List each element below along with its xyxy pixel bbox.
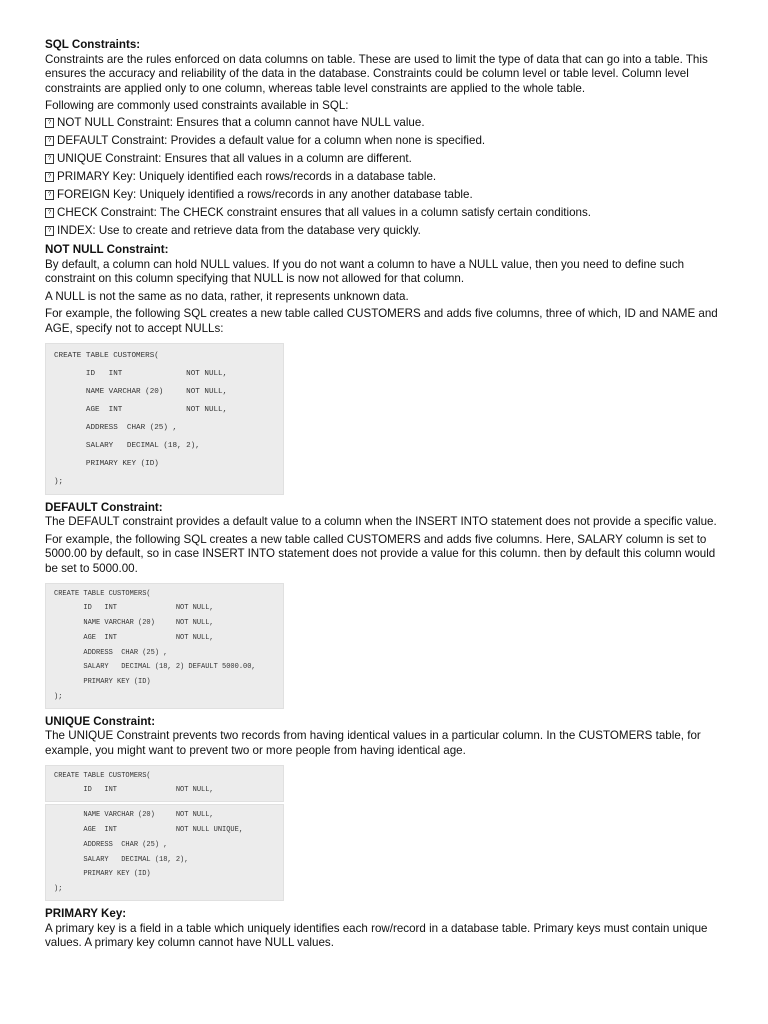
list-item <box>45 150 725 168</box>
code-line: ID INT NOT NULL, <box>54 604 214 613</box>
section-title-not-null: NOT NULL Constraint: <box>45 242 169 256</box>
list-item-text: FOREIGN Key: Uniquely identified a rows/records in any another database table. <box>57 187 473 201</box>
code-line: CREATE TABLE CUSTOMERS( <box>54 589 151 598</box>
list-item <box>45 114 725 132</box>
list-item <box>45 168 725 186</box>
code-line: AGE INT NOT NULL, <box>54 633 214 642</box>
list-item-text: INDEX: Use to create and retrieve data from the database very quickly. <box>57 223 421 237</box>
constraints-list <box>45 114 725 240</box>
section-title-default: DEFAULT Constraint: <box>45 500 163 514</box>
code-line: CREATE TABLE CUSTOMERS( <box>54 771 151 780</box>
code-block-unique-part-2 <box>45 804 284 901</box>
intro-paragraph: Constraints are the rules enforced on data columns on table. These are used to limit the type of data that can go into a table. This ensures the accuracy and reliability of the data in the database. Constraints could be column level or table level. Column level constraints are applied only to one column, whereas table level constraints are applied to the whole table. <box>45 52 708 95</box>
section-title-primary-key: PRIMARY Key: <box>45 907 127 921</box>
code-line: CREATE TABLE CUSTOMERS( <box>54 351 159 360</box>
section-title-sql-constraints: SQL Constraints: <box>45 38 141 51</box>
code-line: SALARY DECIMAL (18, 2), <box>54 855 189 864</box>
code-line: NAME VARCHAR (20) NOT NULL, <box>54 811 214 820</box>
bullet-box-icon: ? <box>45 154 54 164</box>
bullet-box-icon: ? <box>45 136 54 146</box>
bullet-box-icon: ? <box>45 190 54 200</box>
code-line: ADDRESS CHAR (25) , <box>54 648 168 657</box>
primary-key-paragraph-1: A primary key is a field in a table which uniquely identifies each row/record in a database table. Primary keys must contain unique values. A primary key column cannot have NULL values. <box>45 921 708 950</box>
code-line: SALARY DECIMAL (18, 2) DEFAULT 5000.00, <box>54 663 256 672</box>
list-item-text: DEFAULT Constraint: Provides a default value for a column when none is specified. <box>57 133 486 147</box>
list-item-text: UNIQUE Constraint: Ensures that all values in a column are different. <box>57 151 412 165</box>
list-item-text: PRIMARY Key: Uniquely identified each rows/records in a database table. <box>57 169 437 183</box>
list-item <box>45 204 725 222</box>
document-page <box>45 38 725 954</box>
code-line: AGE INT NOT NULL UNIQUE, <box>54 826 244 835</box>
code-line: PRIMARY KEY (ID) <box>54 678 151 687</box>
code-line: ID INT NOT NULL, <box>54 369 228 378</box>
code-line: PRIMARY KEY (ID) <box>54 459 159 468</box>
bullet-box-icon: ? <box>45 208 54 218</box>
list-item-text: NOT NULL Constraint: Ensures that a column cannot have NULL value. <box>57 115 425 129</box>
default-paragraph-1: The DEFAULT constraint provides a default value to a column when the INSERT INTO statement does not provide a specific value. <box>45 515 717 529</box>
bullet-box-icon: ? <box>45 172 54 182</box>
not-null-paragraph-2: A NULL is not the same as no data, rather, it represents unknown data. <box>45 289 409 303</box>
code-line: PRIMARY KEY (ID) <box>54 870 151 879</box>
code-block-default <box>45 583 284 709</box>
not-null-paragraph-3: For example, the following SQL creates a new table called CUSTOMERS and adds five columns, three of which, ID and NAME and AGE, specify not to accept NULLs: <box>45 307 718 335</box>
code-line: AGE INT NOT NULL, <box>54 405 228 414</box>
code-block-unique-part-1 <box>45 765 284 803</box>
list-item-text: CHECK Constraint: The CHECK constraint ensures that all values in a column satisfy certain conditions. <box>57 205 591 219</box>
list-item <box>45 222 725 240</box>
not-null-paragraph-1: By default, a column can hold NULL values. If you do not want a column to have a NULL value, then you need to define such constraint on this column specifying that NULL is now not allowed for that column. <box>45 257 685 286</box>
list-intro: Following are commonly used constraints available in SQL: <box>45 99 349 113</box>
bullet-box-icon: ? <box>45 226 54 236</box>
code-block-not-null <box>45 343 284 495</box>
code-line: ); <box>54 477 64 486</box>
code-line: SALARY DECIMAL (18, 2), <box>54 441 200 450</box>
code-line: ); <box>54 693 63 702</box>
list-item <box>45 186 725 204</box>
code-line: ID INT NOT NULL, <box>54 786 214 795</box>
code-line: NAME VARCHAR (20) NOT NULL, <box>54 387 228 396</box>
default-paragraph-2: For example, the following SQL creates a new table called CUSTOMERS and adds five columns. Here, SALARY column is set to 5000.00 by default, so in case INSERT INTO statement does not provide a value for this column. then by default this column would be set to 5000.00. <box>45 532 716 575</box>
unique-paragraph-1: The UNIQUE Constraint prevents two records from having identical values in a particular column. In the CUSTOMERS table, for example, you might want to prevent two or more people from having identical age. <box>45 729 701 758</box>
list-item <box>45 132 725 150</box>
code-line: ADDRESS CHAR (25) , <box>54 423 178 432</box>
section-title-unique: UNIQUE Constraint: <box>45 714 156 728</box>
code-line: ADDRESS CHAR (25) , <box>54 840 168 849</box>
bullet-box-icon: ? <box>45 118 54 128</box>
code-line: NAME VARCHAR (20) NOT NULL, <box>54 619 214 628</box>
code-line: ); <box>54 885 63 894</box>
